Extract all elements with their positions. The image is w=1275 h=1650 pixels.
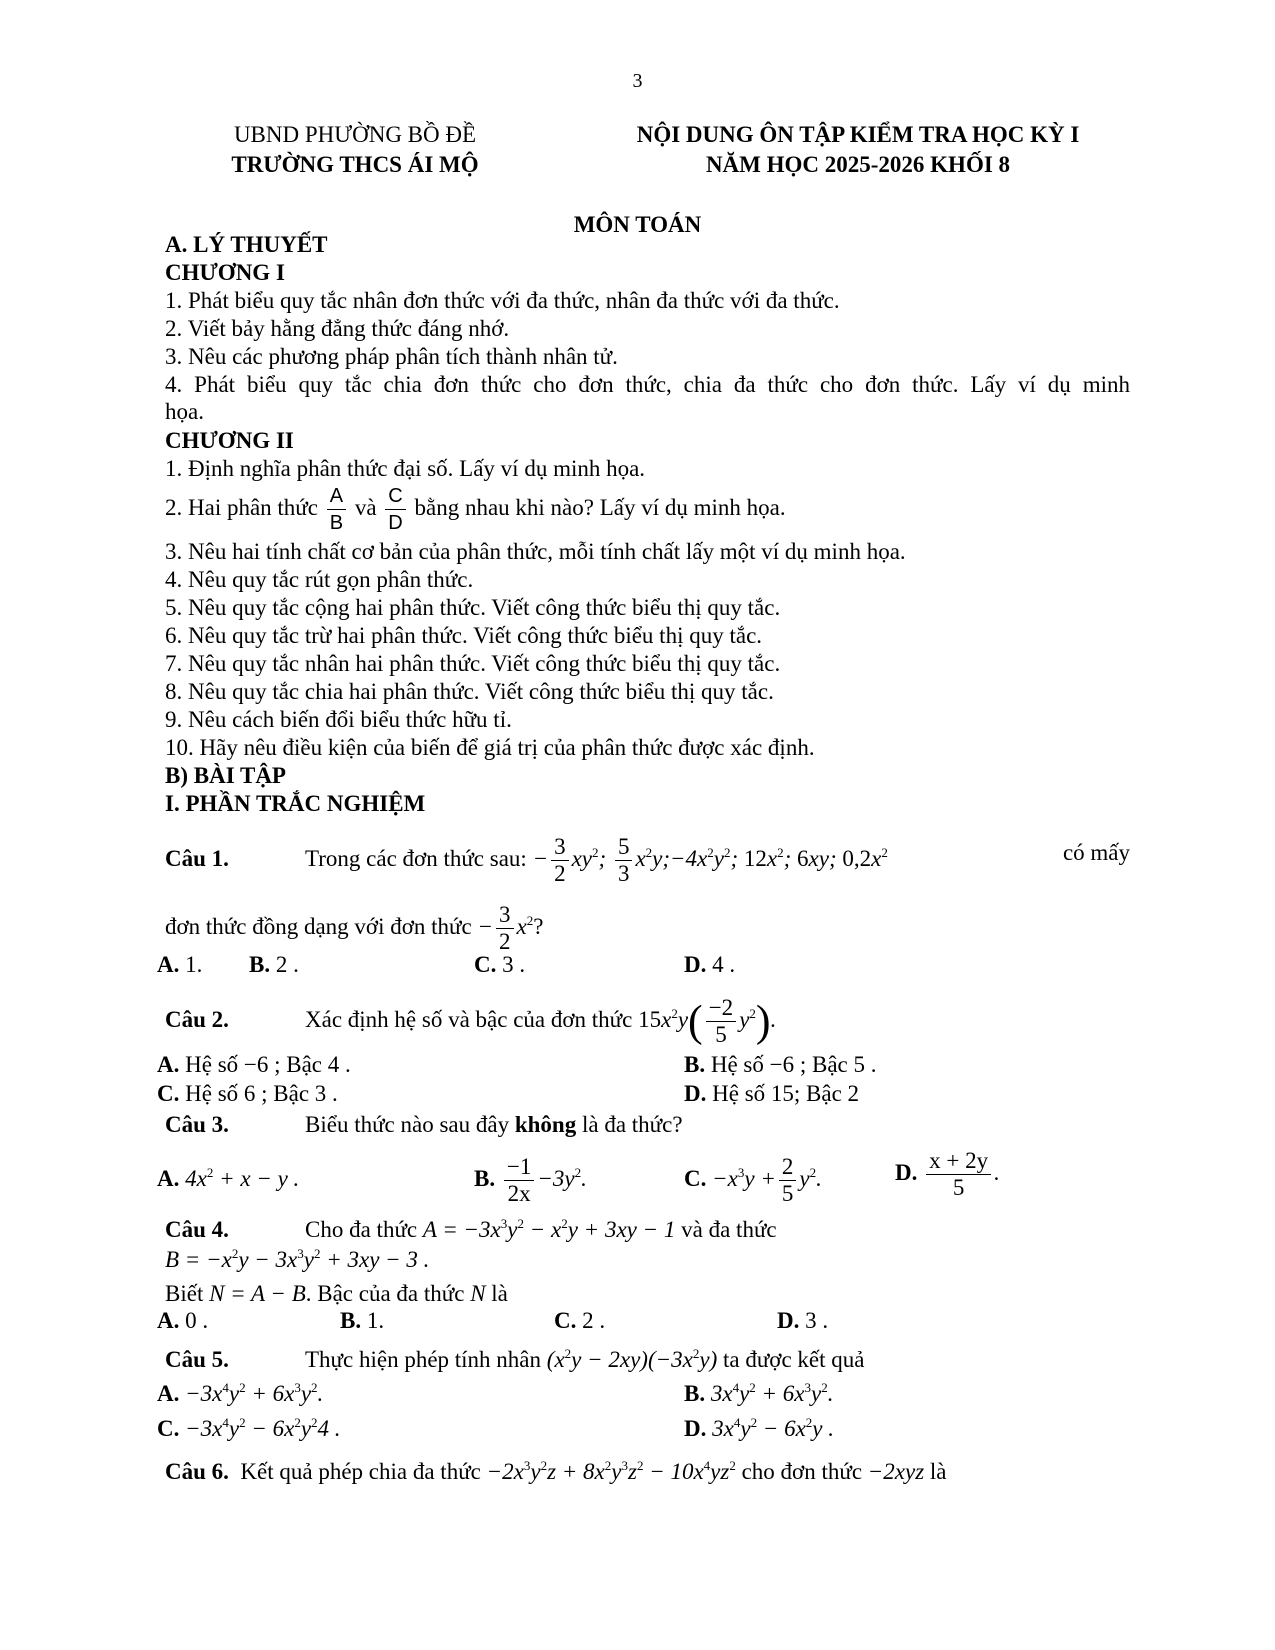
q1-option-d: D. 4 .	[684, 952, 736, 977]
ch2-item: 3. Nêu hai tính chất cơ bản của phân thức, mỗi tính chất lấy một ví dụ minh họa.	[165, 539, 906, 564]
ch2-item: 6. Nêu quy tắc trừ hai phân thức. Viết công thức biểu thị quy tắc.	[165, 623, 763, 648]
q1-option-a: A. 1.	[157, 952, 203, 977]
q4-option-c: C. 2 .	[554, 1308, 606, 1333]
q5-option-c: C. $-3x^4y^2 - 6x^2y^24$ .	[157, 1415, 341, 1441]
header-title: NỘI DUNG ÔN TẬP KIỂM TRA HỌC KỲ I	[636, 122, 1080, 147]
ch1-item: 4. Phát biểu quy tắc chia đơn thức cho đơn thức, chia đa thức cho đơn thức. Lấy ví dụ minh	[165, 372, 1130, 397]
q1-option-b: B. 2 .	[249, 952, 299, 977]
q5-option-a: A. $-3x^4y^2 + 6x^3y^2$.	[157, 1380, 324, 1406]
q1-monomials: − $\frac{3}{2}$ $xy^2$; $\frac{5}{3}$ $x^2y;-4x^2y^2$; $12x^2$; 6xy; $0,2x^2$	[532, 834, 888, 887]
fraction-c-d: $\frac{C}{D}$	[385, 483, 405, 536]
ch1-item: 2. Viết bảy hằng đẳng thức đáng nhớ.	[165, 316, 510, 341]
header-left	[200, 120, 510, 180]
q5-option-d: D. $3x^4y^2 - 6x^2y$ .	[684, 1415, 835, 1441]
question-5: Câu 5. Thực hiện phép tính nhân $(x^2y - 2xy)(-3x^2y)$ ta được kết quả	[165, 1346, 865, 1372]
multiple-choice-heading: I. PHẦN TRẮC NGHIỆM	[165, 791, 426, 816]
q3-option-b: B. $\frac{-1}{2x}$ $-3y^2$.	[474, 1154, 587, 1207]
q5-option-b: B. $3x^4y^2 + 6x^3y^2$.	[684, 1380, 834, 1406]
theory-heading: A. LÝ THUYẾT	[165, 232, 328, 257]
chapter2-title: CHƯƠNG II	[165, 428, 294, 453]
q4-option-b: B. 1.	[340, 1308, 385, 1333]
question-4-line2: $B = -x^2y - 3x^3y^2 + 3xy - 3$ .	[165, 1246, 430, 1272]
question-1: Câu 1. Trong các đơn thức sau: − $\frac{3}{2}$ $xy^2$; $\frac{5}{3}$ $x^2y;-4x^2y^2$; $12x^2$; 6xy; $0,2x^2$ có mấy	[165, 834, 1130, 887]
question-6: Câu 6. Kết quả phép chia đa thức $-2x^3y^2z + 8x^2y^3z^2 - 10x^4yz^2$ cho đơn thức −2xyz là	[165, 1458, 947, 1484]
page-number: 3	[632, 70, 643, 92]
question-3: Câu 3. Biểu thức nào sau đây không là đa thức?	[165, 1112, 683, 1137]
q3-option-a: A. $4x^2 + x - y$ .	[157, 1165, 300, 1191]
ch1-item-cont: họa.	[165, 399, 204, 424]
q4-option-d: D. 3 .	[777, 1308, 829, 1333]
question-4: Câu 4. Cho đa thức $A = -3x^3y^2 - x^2y + 3xy - 1$ và đa thức	[165, 1216, 777, 1242]
ch2-item: 4. Nêu quy tắc rút gọn phân thức.	[165, 567, 474, 592]
q3-option-d: D. $\frac{x + 2y}{5}$ .	[895, 1148, 1000, 1201]
question-4-line3: Biết N = A − B. Bậc của đa thức N là	[165, 1281, 508, 1306]
header-year: NĂM HỌC 2025-2026 KHỐI 8	[705, 152, 1011, 177]
ch2-item-2: 2. Hai phân thức $\frac{A}{B}$ và $\frac{C}{D}$ bằng nhau khi nào? Lấy ví dụ minh họa.	[165, 485, 786, 535]
header-ward: UBND PHƯỜNG BỒ ĐỀ	[233, 122, 477, 147]
ch2-item: 7. Nêu quy tắc nhân hai phân thức. Viết công thức biểu thị quy tắc.	[165, 651, 781, 676]
ch2-item: 10. Hãy nêu điều kiện của biến để giá trị của phân thức được xác định.	[165, 735, 815, 760]
q1-option-c: C. 3 .	[474, 952, 526, 977]
header-school: TRƯỜNG THCS ÁI MỘ	[231, 152, 479, 177]
ch2-item: 9. Nêu cách biến đổi biểu thức hữu tỉ.	[165, 707, 512, 732]
ch2-item: 5. Nêu quy tắc cộng hai phân thức. Viết công thức biểu thị quy tắc.	[165, 595, 781, 620]
header-right	[578, 120, 1138, 180]
question-1-line2: đơn thức đồng dạng với đơn thức − $\frac{3}{2}$ $x^2$?	[165, 902, 544, 955]
question-2: Câu 2. Xác định hệ số và bậc của đơn thức $15x^2y$( $\frac{-2}{5}$ $y^2$).	[165, 995, 777, 1048]
q4-option-a: A. 0 .	[157, 1308, 209, 1333]
ch2-item: 8. Nêu quy tắc chia hai phân thức. Viết công thức biểu thị quy tắc.	[165, 679, 774, 704]
ch1-item: 3. Nêu các phương pháp phân tích thành nhân tử.	[165, 344, 618, 369]
q2-option-b: B. Hệ số −6 ; Bậc 5 .	[684, 1052, 877, 1077]
exercises-heading: B) BÀI TẬP	[165, 763, 286, 788]
q2-option-d: D. Hệ số 15; Bậc 2	[684, 1081, 860, 1106]
ch2-item: 1. Định nghĩa phân thức đại số. Lấy ví dụ minh họa.	[165, 456, 646, 481]
q2-monomial: $15x^2y$( $\frac{-2}{5}$ $y^2$).	[638, 995, 777, 1048]
q2-option-c: C. Hệ số 6 ; Bậc 3 .	[157, 1081, 338, 1106]
subject-title: MÔN TOÁN	[573, 212, 702, 237]
chapter1-title: CHƯƠNG I	[165, 260, 285, 285]
q2-option-a: A. Hệ số −6 ; Bậc 4 .	[157, 1052, 351, 1077]
fraction-a-b: $\frac{A}{B}$	[327, 483, 346, 536]
ch1-item: 1. Phát biểu quy tắc nhân đơn thức với đa thức, nhân đa thức với đa thức.	[165, 288, 840, 313]
q3-option-c: C. $-x^3y$ + $\frac{2}{5}$ $y^2$.	[684, 1154, 822, 1207]
